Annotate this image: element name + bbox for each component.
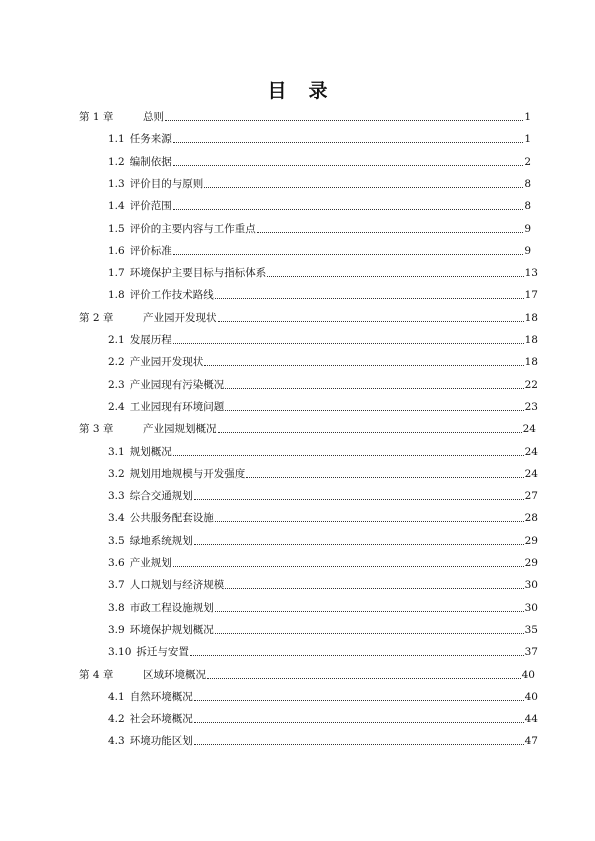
toc-page-number: 18 [524,334,538,346]
toc-section-entry[interactable] [108,732,538,748]
toc-page-number: 13 [524,267,538,280]
dot-leader [165,112,523,121]
toc-number: 3.10 [108,646,132,659]
toc-number: 第 4 章 [79,668,114,681]
dot-leader [194,736,524,745]
toc-label: 拆迁与安置 [136,646,189,659]
toc-label: 总则 [143,111,164,123]
toc-number: 3.8 [108,601,125,614]
toc-number: 3.1 [108,445,125,458]
toc-page-number: 40 [521,668,535,681]
toc-number: 3.3 [108,490,125,503]
toc-section-entry[interactable] [108,532,538,548]
toc-label: 绿地系统规划 [129,534,193,547]
dot-leader [215,603,524,612]
toc-chapter-entry[interactable] [79,309,538,325]
toc-page-number: 24 [524,467,538,480]
toc-number: 3.2 [108,467,125,480]
toc-section-entry[interactable] [108,710,538,726]
toc-section-entry[interactable] [108,509,538,525]
dot-leader [173,157,524,166]
toc-section-entry[interactable] [108,353,538,369]
dot-leader [173,335,524,344]
dot-leader [173,134,524,143]
toc-label: 评价目的与原则 [129,177,204,190]
toc-page-number: 24 [522,423,536,436]
toc-page-number: 23 [524,400,538,413]
dot-leader [225,580,523,589]
toc-number: 2.1 [108,334,125,346]
toc-number: 2.3 [108,378,125,391]
dot-leader [194,714,524,723]
toc-page-number: 40 [524,690,538,703]
toc-page-number: 47 [524,735,538,748]
toc-label: 工业园现有环境问题 [129,400,225,413]
toc-label: 编制依据 [129,155,172,168]
dot-leader [215,290,524,299]
toc-page-number: 30 [524,579,538,592]
dot-leader [225,402,523,411]
toc-number: 4.1 [108,690,125,703]
toc-page-number: 2 [524,155,531,168]
dot-leader [218,424,522,433]
toc-number: 4.3 [108,735,125,748]
toc-chapter-entry[interactable] [79,108,531,124]
toc-page-number: 9 [524,222,531,235]
dot-leader [194,692,524,701]
toc-page-number: 44 [524,713,538,726]
toc-number: 1.8 [108,289,125,302]
toc-section-entry[interactable] [108,331,538,347]
dot-leader [173,201,524,210]
toc-section-entry[interactable] [108,554,538,570]
toc-number: 3.6 [108,557,125,569]
toc-number: 第 3 章 [79,423,114,436]
dot-leader [194,491,524,500]
toc-label: 规划概况 [129,445,172,458]
toc-label: 产业园规划概况 [143,423,217,436]
toc-section-entry[interactable] [108,286,538,302]
toc-number: 第 1 章 [79,111,114,123]
toc-section-entry[interactable] [108,376,538,392]
toc-label: 产业园开发现状 [129,356,204,369]
toc-section-entry[interactable] [108,688,538,704]
toc-number: 1.5 [108,222,125,235]
toc-section-entry[interactable] [108,599,538,615]
toc-label: 评价工作技术路线 [129,289,214,302]
toc-number: 1.2 [108,155,125,168]
dot-leader [204,357,523,366]
toc-section-entry[interactable] [108,465,538,481]
toc-number: 1.3 [108,177,125,190]
dot-leader [173,558,524,567]
dot-leader [207,670,521,679]
toc-page-number: 30 [524,601,538,614]
toc-section-entry[interactable] [108,264,538,280]
toc-label: 产业规划 [129,557,172,569]
toc-page-number: 18 [524,356,538,369]
toc-page-number: 17 [524,289,538,302]
toc-label: 环境保护规划概况 [129,623,214,636]
toc-section-entry[interactable] [108,398,538,414]
page-title: 目录 [267,80,350,102]
toc-section-entry[interactable] [108,220,531,236]
toc-page-number: 22 [524,378,538,391]
toc-page-number: 24 [524,445,538,458]
toc-label: 社会环境概况 [129,713,193,726]
dot-leader [215,625,524,634]
toc-section-entry[interactable] [108,643,538,659]
toc-label: 产业园现有污染概况 [129,378,225,391]
toc-page-number: 8 [524,177,531,190]
toc-number: 3.5 [108,534,125,547]
toc-section-entry[interactable] [108,621,538,637]
toc-page-number: 37 [524,646,538,659]
toc-label: 规划用地规模与开发强度 [129,467,246,480]
toc-chapter-entry[interactable] [79,420,536,436]
dot-leader [194,536,524,545]
dot-leader [215,513,524,522]
dot-leader [173,246,524,255]
toc-section-entry[interactable] [108,130,531,146]
toc-label: 自然环境概况 [129,690,193,703]
toc-label: 人口规划与经济规模 [129,579,225,592]
toc-number: 2.2 [108,356,125,369]
toc-page-number: 8 [524,200,531,213]
toc-page-number: 1 [524,111,531,123]
toc-page-number: 27 [524,490,538,503]
toc-section-entry[interactable] [108,443,538,459]
toc-section-entry[interactable] [108,242,531,258]
toc-number: 4.2 [108,713,125,726]
toc-number: 3.7 [108,579,125,592]
toc-label: 发展历程 [129,334,172,346]
toc-section-entry[interactable] [108,197,531,213]
toc-label: 产业园开发现状 [143,311,217,324]
toc-section-entry[interactable] [108,175,531,191]
toc-label: 市政工程设施规划 [129,601,214,614]
dot-leader [257,224,524,233]
dot-leader [204,179,523,188]
toc-number: 3.9 [108,623,125,636]
toc-number: 第 2 章 [79,311,114,324]
toc-label: 任务来源 [129,133,172,146]
toc-page-number: 29 [524,557,538,569]
toc-section-entry[interactable] [108,576,538,592]
dot-leader [246,469,523,478]
toc-label: 环境功能区划 [129,735,193,748]
dot-leader [190,647,524,656]
toc-number: 2.4 [108,400,125,413]
dot-leader [267,268,523,277]
toc-label: 评价范围 [129,200,172,213]
dot-leader [218,313,524,322]
dot-leader [173,447,524,456]
toc-chapter-entry[interactable] [79,666,535,682]
toc-number: 3.4 [108,512,125,525]
toc-section-entry[interactable] [108,487,538,503]
toc-page-number: 9 [524,244,531,257]
toc-label: 区域环境概况 [143,668,206,681]
toc-page-number: 1 [524,133,531,146]
toc-page-number: 28 [524,512,538,525]
toc-label: 评价标准 [129,244,172,257]
toc-label: 评价的主要内容与工作重点 [129,222,256,235]
toc-label: 综合交通规划 [129,490,193,503]
toc-page-number: 29 [524,534,538,547]
dot-leader [225,380,523,389]
toc-number: 1.7 [108,267,125,280]
toc-number: 1.4 [108,200,125,213]
toc-label: 公共服务配套设施 [129,512,214,525]
toc-label: 环境保护主要目标与指标体系 [129,267,267,280]
toc-number: 1.6 [108,244,125,257]
toc-page-number: 18 [524,311,538,324]
toc-section-entry[interactable] [108,153,531,169]
toc-page-number: 35 [524,623,538,636]
toc-number: 1.1 [108,133,125,146]
